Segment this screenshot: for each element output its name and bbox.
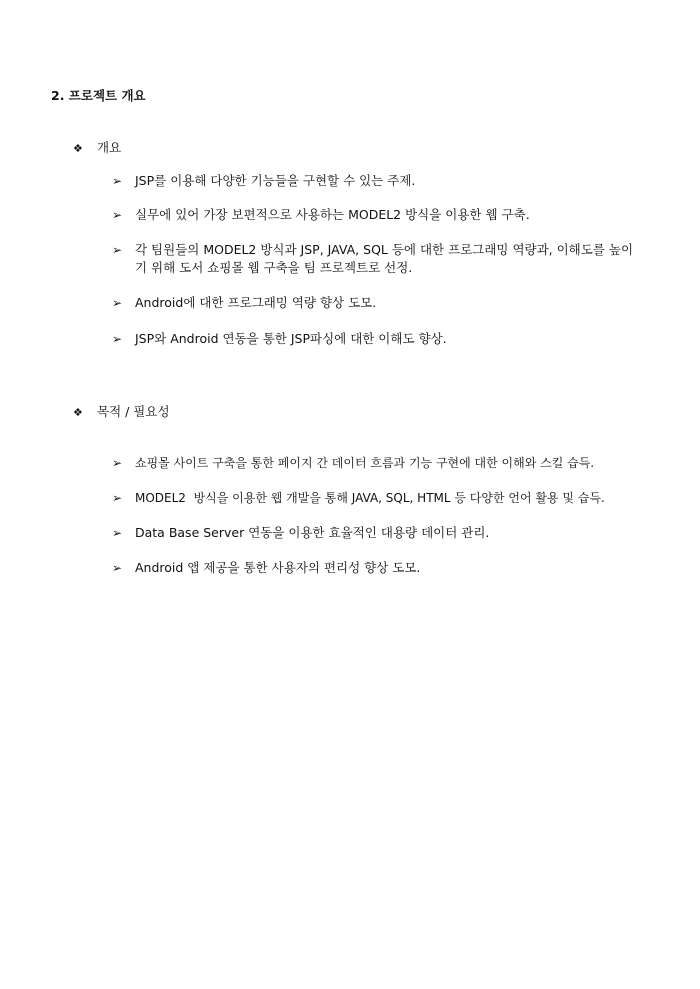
arrow-bullet-icon: ➢ — [112, 174, 123, 188]
list-item — [112, 559, 652, 577]
arrow-bullet-icon: ➢ — [112, 296, 123, 310]
list-item-text: JSP와 Android 연동을 통한 JSP파싱에 대한 이해도 향상. — [135, 331, 447, 346]
section-title-text: 개요 — [97, 140, 122, 155]
section-title-overview — [73, 138, 121, 156]
arrow-bullet-icon: ➢ — [112, 243, 123, 257]
list-item-text: Android 앱 제공을 통한 사용자의 편리성 향상 도모. — [135, 560, 421, 575]
list-item-text: MODEL2 방식을 이용한 웹 개발을 통해 JAVA, SQL, HTML 등 다양한 언어 활용 및 습득. — [135, 491, 605, 505]
diamond-bullet-icon: ❖ — [73, 142, 83, 155]
list-item-text: Data Base Server 연동을 이용한 효율적인 대용량 데이터 관리. — [135, 525, 490, 540]
arrow-bullet-icon: ➢ — [112, 332, 123, 346]
list-item — [112, 294, 652, 312]
arrow-bullet-icon: ➢ — [112, 456, 123, 470]
list-item — [112, 489, 652, 507]
list-item — [112, 172, 652, 190]
list-item-text: 각 팀원들의 MODEL2 방식과 JSP, JAVA, SQL 등에 대한 프로그래밍 역량과, 이해도를 높이기 위해 도서 쇼핑몰 웹 구축을 팀 프로젝트로 선정. — [135, 242, 634, 275]
section-title-purpose — [73, 402, 170, 420]
arrow-bullet-icon: ➢ — [112, 491, 123, 505]
list-item-text: JSP를 이용해 다양한 기능들을 구현할 수 있는 주제. — [135, 173, 416, 188]
arrow-bullet-icon: ➢ — [112, 561, 123, 575]
arrow-bullet-icon: ➢ — [112, 526, 123, 540]
list-item — [112, 206, 652, 224]
list-item-text: Android에 대한 프로그래밍 역량 향상 도모. — [135, 295, 377, 310]
list-item-text: 쇼핑몰 사이트 구축을 통한 페이지 간 데이터 흐름과 기능 구현에 대한 이해와 스킬 습득. — [135, 456, 595, 470]
list-item — [112, 524, 652, 542]
arrow-bullet-icon: ➢ — [112, 208, 123, 222]
list-item-text: 실무에 있어 가장 보편적으로 사용하는 MODEL2 방식을 이용한 웹 구축. — [135, 207, 530, 222]
section-title-text: 목적 / 필요성 — [97, 404, 170, 419]
diamond-bullet-icon: ❖ — [73, 406, 83, 419]
section-heading: 2. 프로젝트 개요 — [51, 88, 146, 103]
list-item — [112, 454, 652, 472]
list-item — [112, 330, 652, 348]
list-item — [112, 241, 642, 277]
